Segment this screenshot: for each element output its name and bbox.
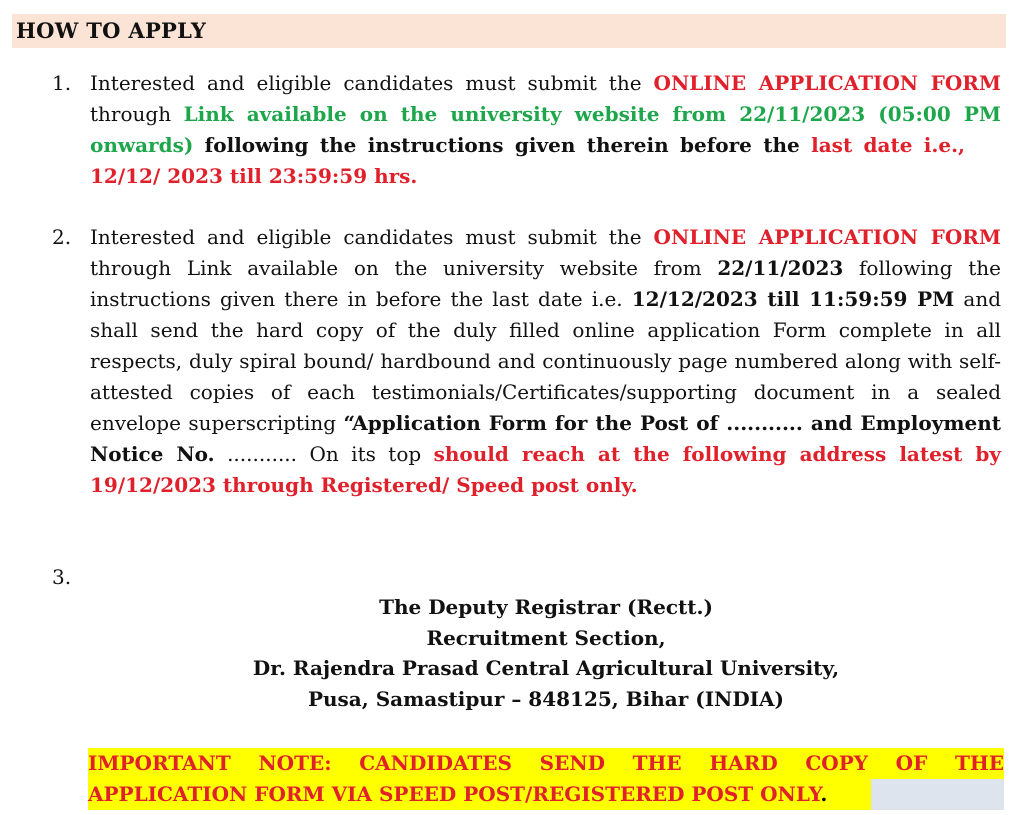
item-2-paragraph (90, 222, 1001, 501)
item-2-text-1: Interested and eligible candidates must submit the (90, 225, 654, 249)
item-2-text-7: and shall send the hard copy of the duly filled online application Form complete in all respects, duly spiral bound/ hardbound and continuously page numbered along with self-attested copies of each testimonials/Certificates/supporting document in a sealed envelope superscripting (90, 287, 1002, 435)
address-line-4: Pusa, Samastipur – 848125, Bihar (INDIA) (307, 686, 785, 711)
address-line-3: Dr. Rajendra Prasad Central Agricultural University, (252, 656, 840, 680)
item-1-text-3: through (90, 102, 184, 126)
postal-address (0, 592, 1024, 714)
item-1-link-text: Link available on the university website from 22/11/2023 (05:00 PM onwards) (90, 102, 1001, 157)
item-1-deadline: 12/12/ 2023 till 23:59:59 hrs. (90, 164, 418, 188)
item-1-paragraph (90, 68, 1001, 192)
item-2-notice-label: and Employment Notice No. (90, 411, 1001, 466)
item-1-last-date-label: last date i.e., (811, 133, 966, 157)
item-2-post-dots: ........... (726, 411, 803, 435)
item-2-superscript-title: “Application Form for the Post of (343, 411, 727, 435)
item-2-text-3: through Link available on the university website from (90, 256, 718, 280)
item-2-text-11: ........... On its top (214, 442, 434, 466)
item-3-number: 3. (52, 565, 72, 589)
item-2-text-5: following the instructions given there in before the last date i.e. (90, 256, 1001, 311)
important-note-period: . (820, 782, 828, 806)
item-2-last-date: 12/12/2023 till 11:59:59 PM (631, 287, 955, 311)
item-1-online-form: ONLINE APPLICATION FORM (653, 71, 1001, 95)
section-heading: HOW TO APPLY (12, 14, 1006, 48)
address-line-1: The Deputy Registrar (Rectt.) (379, 595, 713, 619)
important-note-line-1: IMPORTANT NOTE: CANDIDATES SEND THE HARD COPY OF THE (88, 748, 1004, 779)
item-1-number: 1. (52, 71, 72, 95)
item-1-text-1: Interested and eligible candidates must submit the (90, 71, 654, 95)
item-2-online-form: ONLINE APPLICATION FORM (653, 225, 1001, 249)
important-note (88, 748, 1004, 810)
item-1-text-5: following the instructions given therein before the (193, 133, 812, 157)
address-line-2: Recruitment Section, (426, 625, 666, 650)
important-note-line-2: APPLICATION FORM VIA SPEED POST/REGISTERED POST ONLY (88, 782, 821, 806)
item-2-number: 2. (52, 225, 72, 249)
item-2-start-date: 22/11/2023 (717, 256, 844, 280)
item-2-dispatch-deadline: should reach at the following address latest by 19/12/2023 through Registered/ Speed post only. (90, 442, 1001, 497)
important-note-line-2-wrap (88, 779, 1004, 810)
